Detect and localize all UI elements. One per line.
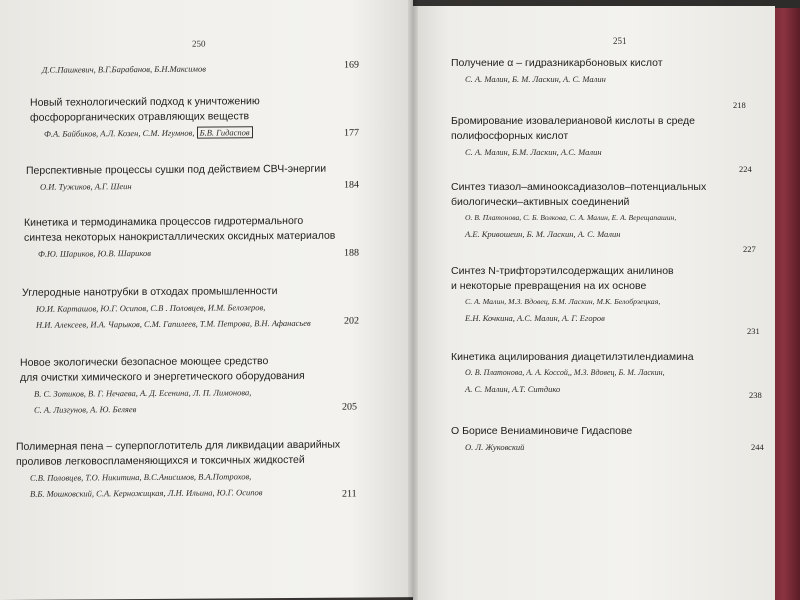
entry-page-number: 188: [344, 247, 359, 259]
entry-authors: В. С. Зотиков, В. Г. Нечаева, А. Д. Есенина, Л. П. Лимонова,: [34, 387, 252, 399]
entry-title: Получение α – гидразникарбоновых кислот: [451, 57, 663, 69]
entry-authors: С. А. Малин, Б.М. Ласкин, А.С. Малин: [465, 147, 602, 157]
entry-authors: О. В. Платонова, С. Б. Волкова, С. А. Малин, Е. А. Верещапашин,: [465, 213, 677, 222]
entry-authors: О. В. Платонова, А. А. Коссой,, М.З. Вдовец, Б. М. Ласкин,: [465, 368, 665, 377]
toc-entry: [451, 180, 706, 242]
toc-entry: [30, 94, 260, 142]
page-number: 250: [192, 38, 206, 49]
entry-authors: [44, 124, 260, 142]
entry-title: для очистки химического и энергетического оборудования: [20, 369, 305, 384]
page-number: 251: [613, 36, 627, 46]
entry-authors: Н.И. Алексеев, И.А. Чарыков, С.М. Гапилеев, Т.М. Петрова, В.Н. Афанасьев: [36, 317, 311, 330]
entry-title: и некоторые превращения на их основе: [451, 280, 647, 292]
toc-entry: [26, 162, 326, 195]
toc-entry: [22, 284, 311, 333]
entry-title: Углеродные нанотрубки в отходах промышленности: [22, 285, 278, 299]
entry-authors: С. А. Лизгунов, А. Ю. Беляев: [34, 404, 137, 415]
entry-title: Кинетика и термодинамика процессов гидротермального: [24, 214, 304, 229]
entry-authors: С. А. Малин, Б. М. Ласкин, А. С. Малин: [465, 74, 606, 84]
book-gutter: [408, 0, 418, 600]
entry-authors: В.Б. Мошковский, С.А. Керножицкая, Л.Н. Ильина, Ю.Г. Осипов: [30, 487, 263, 499]
entry-title: Кинетика ацилирования диацетилэтилендиамина: [451, 351, 694, 363]
highlighted-author: Б.В. Гидаспов: [197, 126, 253, 138]
entry-title: Полимерная пена – суперпоглотитель для ликвидации аварийных: [16, 438, 341, 453]
right-page: [413, 6, 775, 600]
entry-title: Перспективные процессы сушки под действием СВЧ-энергии: [26, 162, 327, 177]
entry-authors: Ф.Ю. Шариков, Ю.В. Шариков: [38, 247, 151, 259]
entry-title: Синтез N-трифторэтилсодержащих анилинов: [451, 265, 674, 277]
entry-authors: А. С. Малин, А.Т. Ситдико: [465, 384, 561, 394]
entry-page-number: 184: [344, 179, 359, 191]
entry-page-number: 238: [749, 390, 762, 400]
entry-page-number: 224: [739, 164, 752, 174]
entry-page-number: 227: [743, 244, 756, 254]
toc-entry: [20, 354, 305, 418]
entry-page-number: 211: [342, 488, 357, 500]
entry-title: синтеза некоторых нанокристаллических оксидных материалов: [24, 229, 336, 244]
entry-authors: О. Л. Жуковский: [465, 442, 525, 452]
entry-title: Новый технологический подход к уничтожению: [30, 95, 260, 109]
toc-entry: [451, 56, 663, 87]
entry-authors: А.Е. Кривошеин, Б. М. Ласкин, А. С. Малин: [465, 229, 621, 239]
entry-title: проливов легковоспламеняющихся и токсичных жидкостей: [16, 453, 305, 468]
entry-title: Новое экологически безопасное моющее средство: [20, 355, 269, 369]
entry-authors-text: Ф.А. Байбиков, А.Л. Козен, С.М. Игумнов,: [44, 127, 195, 139]
toc-entry: [451, 350, 694, 397]
toc-entry: [16, 438, 340, 502]
entry-authors: Е.Н. Кочкина, А.С. Малин, А. Г. Егоров: [465, 313, 605, 323]
entry-title: биологически–активных соединений: [451, 196, 630, 208]
entry-page-number: 177: [344, 127, 359, 139]
entry-page-number: 218: [733, 100, 746, 110]
entry-authors: Д.С.Пашкевич, В.Г.Барабанов, Б.Н.Максимов: [42, 63, 206, 75]
entry-page-number: 244: [751, 442, 764, 452]
entry-authors: О.И. Тужиков, А.Г. Шеин: [40, 181, 132, 192]
toc-entry: [451, 424, 632, 455]
entry-title: О Борисе Вениаминовиче Гидаспове: [451, 425, 633, 437]
entry-title: фосфорорганических отравляющих веществ: [30, 110, 250, 124]
toc-entry: [24, 214, 335, 262]
entry-authors: С.В. Половцев, Т.О. Никитина, В.С.Анисимов, В.А.Потрохов,: [30, 471, 252, 483]
toc-entry: [451, 114, 695, 160]
entry-title: Синтез тиазол–аминооксадиазолов–потенциальных: [451, 181, 707, 193]
entry-page-number: 231: [747, 326, 760, 336]
toc-entry: [451, 264, 674, 326]
entry-title: полифосфорных кислот: [451, 130, 569, 142]
entry-authors: С. А. Малин, М.З. Вдовец, Б.М. Ласкин, М.К. Белобрзецкая,: [465, 297, 661, 306]
entry-authors: Ю.И. Карташов, Ю.Г. Осипов, С.В . Половцев, И.М. Белозеров,: [36, 302, 266, 314]
entry-title: Бромирование изовалериановой кислоты в среде: [451, 115, 695, 127]
entry-page-number: 205: [342, 401, 357, 413]
entry-page-number: 169: [344, 59, 359, 71]
entry-page-number: 202: [344, 315, 359, 327]
toc-entry: [42, 61, 206, 78]
